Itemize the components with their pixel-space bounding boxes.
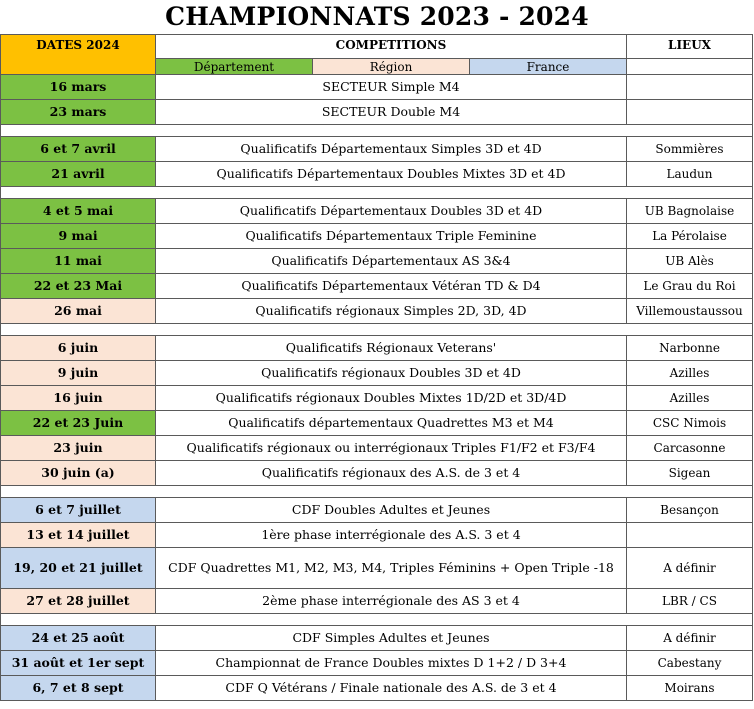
event-date: 16 juin — [1, 386, 156, 411]
event-competition: Qualificatifs régionaux des A.S. de 3 et 4 — [156, 461, 627, 486]
event-lieu: A définir — [627, 626, 753, 651]
table-row — [1, 523, 753, 548]
event-lieu: UB Alès — [627, 249, 753, 274]
event-date: 21 avril — [1, 162, 156, 187]
table-row — [1, 651, 753, 676]
spacer-row — [1, 324, 753, 336]
table-row — [1, 336, 753, 361]
event-date: 6, 7 et 8 sept — [1, 676, 156, 701]
table-row — [1, 100, 753, 125]
header-lieux: LIEUX — [627, 35, 753, 59]
event-lieu: Azilles — [627, 361, 753, 386]
event-competition: Qualificatifs régionaux Doubles 3D et 4D — [156, 361, 627, 386]
header-dates: DATES 2024 — [1, 35, 156, 75]
event-lieu: Sommières — [627, 137, 753, 162]
event-date: 6 et 7 avril — [1, 137, 156, 162]
event-competition: Championnat de France Doubles mixtes D 1+2 / D 3+4 — [156, 651, 627, 676]
event-date: 16 mars — [1, 75, 156, 100]
event-lieu: Le Grau du Roi — [627, 274, 753, 299]
event-lieu: Laudun — [627, 162, 753, 187]
header-row — [1, 35, 753, 59]
spacer-row — [1, 187, 753, 199]
event-date: 22 et 23 Mai — [1, 274, 156, 299]
event-lieu — [627, 523, 753, 548]
spacer-cell — [1, 125, 753, 137]
event-date: 23 mars — [1, 100, 156, 125]
event-lieu: CSC Nimois — [627, 411, 753, 436]
table-row — [1, 299, 753, 324]
event-lieu: Carcasonne — [627, 436, 753, 461]
event-date: 9 juin — [1, 361, 156, 386]
table-row — [1, 224, 753, 249]
event-lieu: Azilles — [627, 386, 753, 411]
event-competition: Qualificatifs départementaux Quadrettes M3 et M4 — [156, 411, 627, 436]
event-date: 26 mai — [1, 299, 156, 324]
event-lieu: A définir — [627, 548, 753, 589]
spacer-cell — [1, 187, 753, 199]
header-competitions: COMPETITIONS — [156, 35, 627, 59]
event-competition: Qualificatifs régionaux Doubles Mixtes 1D/2D et 3D/4D — [156, 386, 627, 411]
championships-table — [0, 34, 753, 701]
table-row — [1, 361, 753, 386]
event-lieu: Besançon — [627, 498, 753, 523]
event-competition: 2ème phase interrégionale des AS 3 et 4 — [156, 589, 627, 614]
legend-empty — [627, 59, 753, 75]
event-lieu: Narbonne — [627, 336, 753, 361]
spacer-row — [1, 614, 753, 626]
table-row — [1, 162, 753, 187]
event-competition: Qualificatifs régionaux ou interrégionaux Triples F1/F2 et F3/F4 — [156, 436, 627, 461]
event-date: 27 et 28 juillet — [1, 589, 156, 614]
table-row — [1, 626, 753, 651]
event-lieu: La Pérolaise — [627, 224, 753, 249]
table-row — [1, 249, 753, 274]
event-competition: Qualificatifs Départementaux AS 3&4 — [156, 249, 627, 274]
event-date: 24 et 25 août — [1, 626, 156, 651]
table-row — [1, 461, 753, 486]
event-competition: CDF Doubles Adultes et Jeunes — [156, 498, 627, 523]
table-row — [1, 436, 753, 461]
event-date: 6 juin — [1, 336, 156, 361]
event-competition: Qualificatifs Départementaux Triple Feminine — [156, 224, 627, 249]
event-date: 9 mai — [1, 224, 156, 249]
event-date: 11 mai — [1, 249, 156, 274]
event-competition: Qualificatifs Départementaux Simples 3D et 4D — [156, 137, 627, 162]
spacer-row — [1, 486, 753, 498]
spacer-cell — [1, 614, 753, 626]
event-lieu: Cabestany — [627, 651, 753, 676]
table-row — [1, 548, 753, 589]
event-competition: Qualificatifs Départementaux Doubles 3D et 4D — [156, 199, 627, 224]
event-lieu: Sigean — [627, 461, 753, 486]
event-date: 6 et 7 juillet — [1, 498, 156, 523]
page-title: CHAMPIONNATS 2023 - 2024 — [165, 2, 589, 31]
event-lieu: Villemoustaussou — [627, 299, 753, 324]
event-date: 31 août et 1er sept — [1, 651, 156, 676]
table-row — [1, 411, 753, 436]
event-competition: CDF Quadrettes M1, M2, M3, M4, Triples Féminins + Open Triple -18 — [156, 548, 627, 589]
table-row — [1, 199, 753, 224]
event-lieu: LBR / CS — [627, 589, 753, 614]
table-row — [1, 274, 753, 299]
event-lieu: UB Bagnolaise — [627, 199, 753, 224]
spacer-cell — [1, 486, 753, 498]
table-row — [1, 386, 753, 411]
event-competition: Qualificatifs Départementaux Doubles Mixtes 3D et 4D — [156, 162, 627, 187]
event-competition: Qualificatifs Régionaux Veterans' — [156, 336, 627, 361]
event-competition: CDF Q Vétérans / Finale nationale des A.S. de 3 et 4 — [156, 676, 627, 701]
spacer-cell — [1, 324, 753, 336]
event-date: 30 juin (a) — [1, 461, 156, 486]
legend-departement: Département — [156, 59, 313, 75]
spacer-row — [1, 125, 753, 137]
event-lieu — [627, 100, 753, 125]
table-row — [1, 676, 753, 701]
event-date: 13 et 14 juillet — [1, 523, 156, 548]
event-date: 22 et 23 Juin — [1, 411, 156, 436]
table-row — [1, 498, 753, 523]
event-competition: CDF Simples Adultes et Jeunes — [156, 626, 627, 651]
event-competition: SECTEUR Simple M4 — [156, 75, 627, 100]
table-row — [1, 589, 753, 614]
event-competition: Qualificatifs Départementaux Vétéran TD & D4 — [156, 274, 627, 299]
table-row — [1, 137, 753, 162]
event-date: 4 et 5 mai — [1, 199, 156, 224]
event-date: 19, 20 et 21 juillet — [1, 548, 156, 589]
legend-region: Région — [313, 59, 470, 75]
event-competition: 1ère phase interrégionale des A.S. 3 et 4 — [156, 523, 627, 548]
event-competition: Qualificatifs régionaux Simples 2D, 3D, 4D — [156, 299, 627, 324]
event-date: 23 juin — [1, 436, 156, 461]
table-row — [1, 75, 753, 100]
event-lieu — [627, 75, 753, 100]
event-competition: SECTEUR Double M4 — [156, 100, 627, 125]
legend-france: France — [470, 59, 627, 75]
event-lieu: Moirans — [627, 676, 753, 701]
